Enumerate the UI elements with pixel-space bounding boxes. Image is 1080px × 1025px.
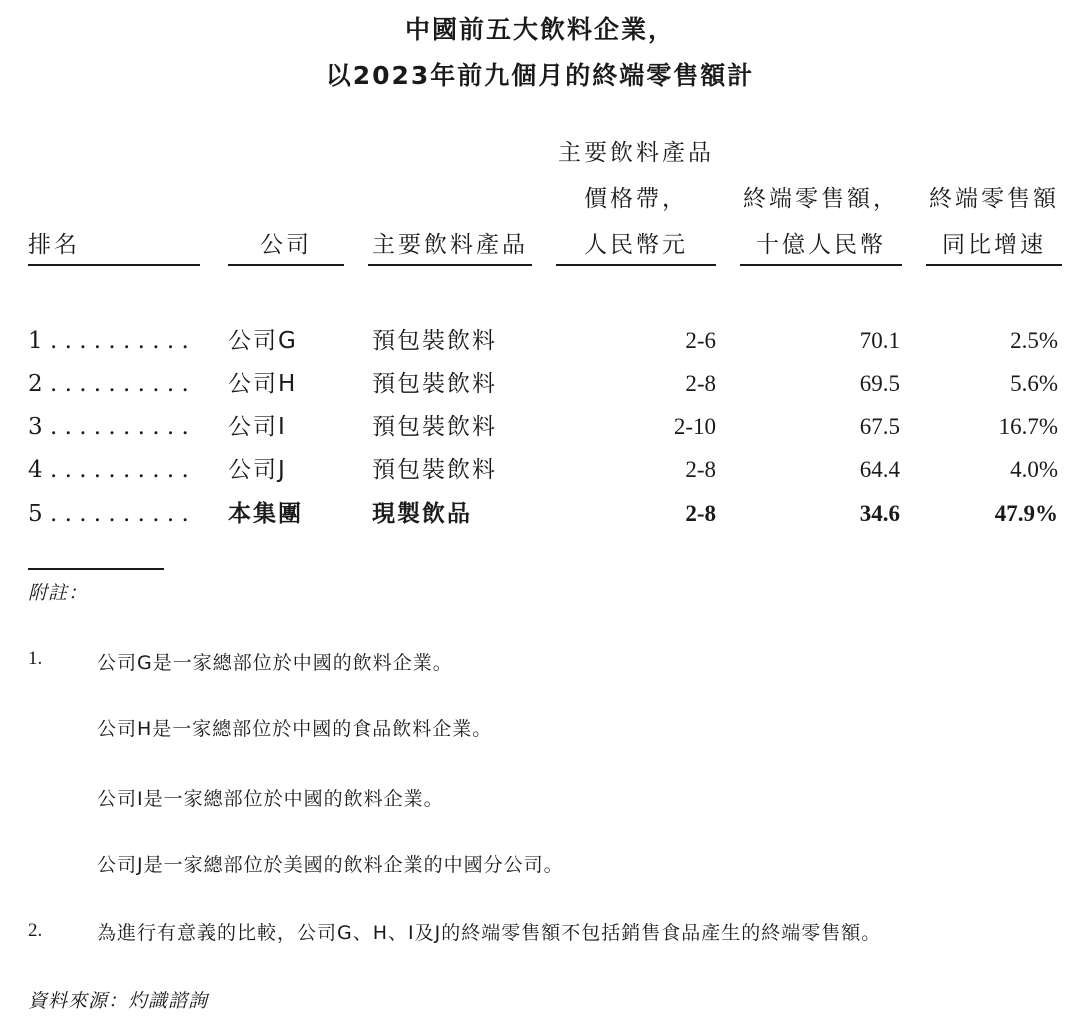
header-price-band-underline (556, 264, 716, 266)
sales-cell: 34.6 (859, 501, 900, 526)
document-title-line1: 中國前五大飲料企業， (404, 15, 675, 44)
header-company: 公司 (260, 232, 312, 258)
growth-cell: 5.6% (1010, 371, 1058, 396)
note-line: 公司H是一家總部位於中國的食品飲料企業。 (97, 718, 493, 740)
header-rank-underline (28, 264, 200, 266)
product-cell: 預包裝飲料 (372, 371, 497, 397)
company-cell: 公司J (228, 457, 287, 483)
price-cell: 2-8 (685, 371, 716, 396)
price-cell: 2-10 (673, 414, 716, 439)
rank-cell: 5 . . . . . . . . . . (28, 501, 189, 527)
product-cell: 現製飲品 (372, 501, 472, 527)
document-title-line2: 以2023年前九個月的終端零售額計 (325, 61, 755, 90)
price-cell: 2-6 (685, 328, 716, 353)
company-cell: 公司H (228, 371, 298, 397)
sales-cell: 69.5 (859, 371, 900, 396)
note-line: 為進行有意義的比較，公司G、H、I及J的終端零售額不包括銷售食品產生的終端零售額。 (97, 922, 882, 944)
note-line: 公司G是一家總部位於中國的飲料企業。 (97, 652, 453, 674)
header-retail-sales-underline (740, 264, 902, 266)
note-number: 1. (28, 648, 43, 669)
sales-cell: 67.5 (859, 414, 900, 439)
rank-cell: 1 . . . . . . . . . . (28, 328, 189, 354)
note-line: 公司J是一家總部位於美國的飲料企業的中國分公司。 (97, 854, 564, 876)
price-cell: 2-8 (685, 501, 716, 526)
company-cell: 公司I (228, 414, 287, 440)
header-product: 主要飲料產品 (372, 232, 528, 258)
company-cell: 本集團 (228, 501, 303, 527)
sales-cell: 70.1 (859, 328, 900, 353)
header-rank: 排名 (28, 232, 80, 258)
sales-cell: 64.4 (859, 457, 900, 482)
notes-divider (28, 568, 164, 570)
note-number: 2. (28, 920, 43, 941)
rank-cell: 4 . . . . . . . . . . (28, 457, 189, 483)
note-line: 公司I是一家總部位於中國的飲料企業。 (97, 788, 444, 810)
source-note: 資料來源：灼識諮詢 (28, 990, 209, 1012)
notes-heading: 附註： (28, 582, 89, 604)
company-cell: 公司G (228, 328, 298, 354)
growth-cell: 2.5% (1010, 328, 1058, 353)
product-cell: 預包裝飲料 (372, 328, 497, 354)
growth-cell: 4.0% (1010, 457, 1058, 482)
header-retail-sales: 終端零售額， 十億人民幣 (743, 186, 899, 258)
rank-cell: 3 . . . . . . . . . . (28, 414, 189, 440)
header-company-underline (228, 264, 344, 266)
header-growth-underline (926, 264, 1062, 266)
rank-cell: 2 . . . . . . . . . . (28, 371, 189, 397)
product-cell: 預包裝飲料 (372, 457, 497, 483)
header-growth: 終端零售額 同比增速 (929, 186, 1059, 258)
price-cell: 2-8 (685, 457, 716, 482)
header-product-underline (368, 264, 532, 266)
product-cell: 預包裝飲料 (372, 414, 497, 440)
header-price-band: 主要飲料產品 價格帶， 人民幣元 (558, 140, 714, 258)
growth-cell: 47.9% (994, 501, 1058, 526)
growth-cell: 16.7% (998, 414, 1058, 439)
